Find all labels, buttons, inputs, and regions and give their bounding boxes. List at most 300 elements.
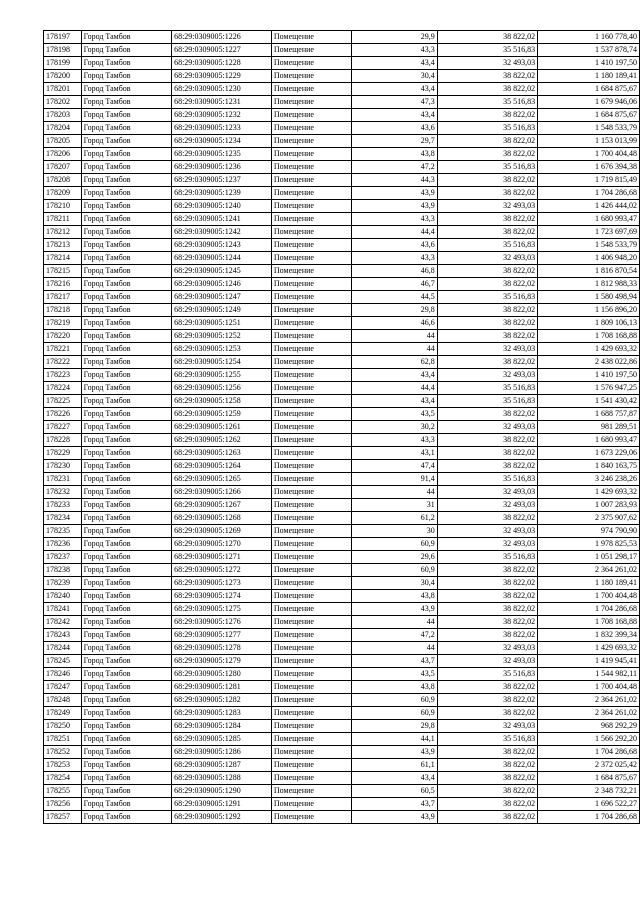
row-number-cell: 178206 <box>44 148 82 161</box>
data-table <box>43 30 640 824</box>
cadastral-number-cell: 68:29:0309005:1258 <box>172 395 272 408</box>
table-row <box>44 343 640 356</box>
area-cell: 44,5 <box>352 291 437 304</box>
cadastral-number-cell: 68:29:0309005:1259 <box>172 408 272 421</box>
city-cell: Город Тамбов <box>81 460 171 473</box>
object-type-cell: Помещение <box>271 421 352 434</box>
row-number-cell: 178237 <box>44 551 82 564</box>
price-per-sqm-cell: 35 516,83 <box>437 395 537 408</box>
cadastral-value-cell: 1 679 946,06 <box>538 96 640 109</box>
table-row <box>44 590 640 603</box>
object-type-cell: Помещение <box>271 473 352 486</box>
cadastral-value-cell: 1 537 878,74 <box>538 44 640 57</box>
cadastral-number-cell: 68:29:0309005:1226 <box>172 31 272 44</box>
cadastral-number-cell: 68:29:0309005:1233 <box>172 122 272 135</box>
cadastral-number-cell: 68:29:0309005:1285 <box>172 733 272 746</box>
row-number-cell: 178214 <box>44 252 82 265</box>
area-cell: 43,4 <box>352 57 437 70</box>
area-cell: 44 <box>352 486 437 499</box>
table-row <box>44 772 640 785</box>
area-cell: 43,3 <box>352 44 437 57</box>
object-type-cell: Помещение <box>271 772 352 785</box>
cadastral-number-cell: 68:29:0309005:1261 <box>172 421 272 434</box>
cadastral-number-cell: 68:29:0309005:1279 <box>172 655 272 668</box>
city-cell: Город Тамбов <box>81 161 171 174</box>
row-number-cell: 178239 <box>44 577 82 590</box>
object-type-cell: Помещение <box>271 343 352 356</box>
row-number-cell: 178256 <box>44 798 82 811</box>
table-body <box>44 31 640 824</box>
cadastral-value-cell: 1 700 404,48 <box>538 681 640 694</box>
city-cell: Город Тамбов <box>81 239 171 252</box>
cadastral-value-cell: 3 246 238,26 <box>538 473 640 486</box>
cadastral-number-cell: 68:29:0309005:1231 <box>172 96 272 109</box>
price-per-sqm-cell: 35 516,83 <box>437 551 537 564</box>
cadastral-value-cell: 1 832 399,34 <box>538 629 640 642</box>
row-number-cell: 178251 <box>44 733 82 746</box>
cadastral-value-cell: 1 704 286,68 <box>538 187 640 200</box>
cadastral-value-cell: 1 410 197,50 <box>538 57 640 70</box>
price-per-sqm-cell: 38 822,02 <box>437 681 537 694</box>
cadastral-value-cell: 1 566 292,20 <box>538 733 640 746</box>
object-type-cell: Помещение <box>271 317 352 330</box>
row-number-cell: 178208 <box>44 174 82 187</box>
table-row <box>44 460 640 473</box>
price-per-sqm-cell: 38 822,02 <box>437 31 537 44</box>
area-cell: 43,8 <box>352 590 437 603</box>
row-number-cell: 178223 <box>44 369 82 382</box>
cadastral-number-cell: 68:29:0309005:1291 <box>172 798 272 811</box>
city-cell: Город Тамбов <box>81 473 171 486</box>
row-number-cell: 178219 <box>44 317 82 330</box>
cadastral-value-cell: 1 680 993,47 <box>538 213 640 226</box>
area-cell: 43,4 <box>352 369 437 382</box>
city-cell: Город Тамбов <box>81 213 171 226</box>
price-per-sqm-cell: 38 822,02 <box>437 564 537 577</box>
area-cell: 60,9 <box>352 564 437 577</box>
cadastral-number-cell: 68:29:0309005:1270 <box>172 538 272 551</box>
city-cell: Город Тамбов <box>81 694 171 707</box>
price-per-sqm-cell: 32 493,03 <box>437 369 537 382</box>
city-cell: Город Тамбов <box>81 148 171 161</box>
cadastral-number-cell: 68:29:0309005:1253 <box>172 343 272 356</box>
object-type-cell: Помещение <box>271 252 352 265</box>
cadastral-value-cell: 1 051 298,17 <box>538 551 640 564</box>
area-cell: 30,4 <box>352 577 437 590</box>
row-number-cell: 178212 <box>44 226 82 239</box>
price-per-sqm-cell: 35 516,83 <box>437 239 537 252</box>
row-number-cell: 178211 <box>44 213 82 226</box>
cadastral-value-cell: 1 684 875,67 <box>538 83 640 96</box>
city-cell: Город Тамбов <box>81 382 171 395</box>
cadastral-value-cell: 1 153 013,99 <box>538 135 640 148</box>
cadastral-value-cell: 1 708 168,88 <box>538 616 640 629</box>
cadastral-value-cell: 1 429 693,32 <box>538 486 640 499</box>
object-type-cell: Помещение <box>271 525 352 538</box>
city-cell: Город Тамбов <box>81 291 171 304</box>
object-type-cell: Помещение <box>271 603 352 616</box>
cadastral-number-cell: 68:29:0309005:1232 <box>172 109 272 122</box>
area-cell: 43,6 <box>352 122 437 135</box>
city-cell: Город Тамбов <box>81 668 171 681</box>
object-type-cell: Помещение <box>271 148 352 161</box>
price-per-sqm-cell: 38 822,02 <box>437 590 537 603</box>
city-cell: Город Тамбов <box>81 122 171 135</box>
object-type-cell: Помещение <box>271 707 352 720</box>
cadastral-value-cell: 1 704 286,68 <box>538 603 640 616</box>
area-cell: 60,9 <box>352 694 437 707</box>
object-type-cell: Помещение <box>271 720 352 733</box>
area-cell: 43,7 <box>352 655 437 668</box>
table-row <box>44 213 640 226</box>
row-number-cell: 178200 <box>44 70 82 83</box>
table-row <box>44 434 640 447</box>
area-cell: 91,4 <box>352 473 437 486</box>
area-cell: 60,9 <box>352 538 437 551</box>
area-cell: 30,2 <box>352 421 437 434</box>
table-row <box>44 642 640 655</box>
cadastral-value-cell: 2 364 261,02 <box>538 707 640 720</box>
city-cell: Город Тамбов <box>81 57 171 70</box>
price-per-sqm-cell: 32 493,03 <box>437 57 537 70</box>
price-per-sqm-cell: 38 822,02 <box>437 109 537 122</box>
cadastral-number-cell: 68:29:0309005:1251 <box>172 317 272 330</box>
row-number-cell: 178235 <box>44 525 82 538</box>
price-per-sqm-cell: 38 822,02 <box>437 811 537 824</box>
row-number-cell: 178210 <box>44 200 82 213</box>
object-type-cell: Помещение <box>271 798 352 811</box>
cadastral-number-cell: 68:29:0309005:1271 <box>172 551 272 564</box>
cadastral-value-cell: 1 580 498,94 <box>538 291 640 304</box>
price-per-sqm-cell: 35 516,83 <box>437 473 537 486</box>
area-cell: 47,4 <box>352 460 437 473</box>
city-cell: Город Тамбов <box>81 174 171 187</box>
price-per-sqm-cell: 38 822,02 <box>437 213 537 226</box>
table-row <box>44 161 640 174</box>
row-number-cell: 178238 <box>44 564 82 577</box>
row-number-cell: 178247 <box>44 681 82 694</box>
cadastral-value-cell: 1 700 404,48 <box>538 148 640 161</box>
cadastral-number-cell: 68:29:0309005:1292 <box>172 811 272 824</box>
price-per-sqm-cell: 35 516,83 <box>437 44 537 57</box>
object-type-cell: Помещение <box>271 369 352 382</box>
row-number-cell: 178254 <box>44 772 82 785</box>
cadastral-number-cell: 68:29:0309005:1242 <box>172 226 272 239</box>
area-cell: 61,1 <box>352 759 437 772</box>
cadastral-number-cell: 68:29:0309005:1256 <box>172 382 272 395</box>
table-row <box>44 122 640 135</box>
area-cell: 43,6 <box>352 239 437 252</box>
price-per-sqm-cell: 32 493,03 <box>437 720 537 733</box>
row-number-cell: 178242 <box>44 616 82 629</box>
cadastral-number-cell: 68:29:0309005:1263 <box>172 447 272 460</box>
row-number-cell: 178225 <box>44 395 82 408</box>
city-cell: Город Тамбов <box>81 759 171 772</box>
city-cell: Город Тамбов <box>81 499 171 512</box>
cadastral-value-cell: 1 978 825,53 <box>538 538 640 551</box>
row-number-cell: 178231 <box>44 473 82 486</box>
price-per-sqm-cell: 38 822,02 <box>437 772 537 785</box>
row-number-cell: 178246 <box>44 668 82 681</box>
area-cell: 43,1 <box>352 447 437 460</box>
cadastral-number-cell: 68:29:0309005:1282 <box>172 694 272 707</box>
cadastral-number-cell: 68:29:0309005:1269 <box>172 525 272 538</box>
object-type-cell: Помещение <box>271 382 352 395</box>
area-cell: 30,4 <box>352 70 437 83</box>
price-per-sqm-cell: 38 822,02 <box>437 304 537 317</box>
cadastral-number-cell: 68:29:0309005:1278 <box>172 642 272 655</box>
cadastral-number-cell: 68:29:0309005:1262 <box>172 434 272 447</box>
cadastral-number-cell: 68:29:0309005:1252 <box>172 330 272 343</box>
area-cell: 29,7 <box>352 135 437 148</box>
area-cell: 44,1 <box>352 733 437 746</box>
area-cell: 43,8 <box>352 148 437 161</box>
table-row <box>44 70 640 83</box>
city-cell: Город Тамбов <box>81 317 171 330</box>
table-row <box>44 369 640 382</box>
area-cell: 44,4 <box>352 382 437 395</box>
cadastral-number-cell: 68:29:0309005:1265 <box>172 473 272 486</box>
object-type-cell: Помещение <box>271 577 352 590</box>
city-cell: Город Тамбов <box>81 642 171 655</box>
city-cell: Город Тамбов <box>81 655 171 668</box>
price-per-sqm-cell: 35 516,83 <box>437 382 537 395</box>
cadastral-value-cell: 981 289,51 <box>538 421 640 434</box>
row-number-cell: 178215 <box>44 265 82 278</box>
cadastral-number-cell: 68:29:0309005:1246 <box>172 278 272 291</box>
cadastral-number-cell: 68:29:0309005:1287 <box>172 759 272 772</box>
price-per-sqm-cell: 32 493,03 <box>437 200 537 213</box>
table-row <box>44 733 640 746</box>
row-number-cell: 178229 <box>44 447 82 460</box>
price-per-sqm-cell: 32 493,03 <box>437 538 537 551</box>
cadastral-number-cell: 68:29:0309005:1240 <box>172 200 272 213</box>
price-per-sqm-cell: 32 493,03 <box>437 343 537 356</box>
object-type-cell: Помещение <box>271 135 352 148</box>
object-type-cell: Помещение <box>271 616 352 629</box>
row-number-cell: 178205 <box>44 135 82 148</box>
cadastral-number-cell: 68:29:0309005:1239 <box>172 187 272 200</box>
cadastral-number-cell: 68:29:0309005:1273 <box>172 577 272 590</box>
city-cell: Город Тамбов <box>81 395 171 408</box>
table-row <box>44 148 640 161</box>
row-number-cell: 178233 <box>44 499 82 512</box>
price-per-sqm-cell: 32 493,03 <box>437 421 537 434</box>
cadastral-value-cell: 1 007 283,93 <box>538 499 640 512</box>
price-per-sqm-cell: 35 516,83 <box>437 733 537 746</box>
cadastral-number-cell: 68:29:0309005:1267 <box>172 499 272 512</box>
city-cell: Город Тамбов <box>81 200 171 213</box>
price-per-sqm-cell: 38 822,02 <box>437 83 537 96</box>
price-per-sqm-cell: 35 516,83 <box>437 291 537 304</box>
object-type-cell: Помещение <box>271 460 352 473</box>
cadastral-number-cell: 68:29:0309005:1284 <box>172 720 272 733</box>
table-row <box>44 330 640 343</box>
object-type-cell: Помещение <box>271 642 352 655</box>
city-cell: Город Тамбов <box>81 564 171 577</box>
city-cell: Город Тамбов <box>81 785 171 798</box>
table-row <box>44 31 640 44</box>
price-per-sqm-cell: 32 493,03 <box>437 486 537 499</box>
cadastral-value-cell: 1 684 875,67 <box>538 772 640 785</box>
city-cell: Город Тамбов <box>81 408 171 421</box>
area-cell: 43,9 <box>352 603 437 616</box>
cadastral-number-cell: 68:29:0309005:1255 <box>172 369 272 382</box>
city-cell: Город Тамбов <box>81 746 171 759</box>
object-type-cell: Помещение <box>271 31 352 44</box>
row-number-cell: 178245 <box>44 655 82 668</box>
cadastral-number-cell: 68:29:0309005:1275 <box>172 603 272 616</box>
cadastral-value-cell: 1 180 189,41 <box>538 70 640 83</box>
row-number-cell: 178217 <box>44 291 82 304</box>
area-cell: 43,9 <box>352 200 437 213</box>
table-row <box>44 278 640 291</box>
cadastral-value-cell: 1 410 197,50 <box>538 369 640 382</box>
cadastral-number-cell: 68:29:0309005:1288 <box>172 772 272 785</box>
area-cell: 43,4 <box>352 772 437 785</box>
city-cell: Город Тамбов <box>81 356 171 369</box>
cadastral-number-cell: 68:29:0309005:1244 <box>172 252 272 265</box>
cadastral-number-cell: 68:29:0309005:1235 <box>172 148 272 161</box>
row-number-cell: 178234 <box>44 512 82 525</box>
table-row <box>44 694 640 707</box>
object-type-cell: Помещение <box>271 83 352 96</box>
cadastral-number-cell: 68:29:0309005:1237 <box>172 174 272 187</box>
object-type-cell: Помещение <box>271 356 352 369</box>
cadastral-number-cell: 68:29:0309005:1247 <box>172 291 272 304</box>
cadastral-value-cell: 1 676 394,38 <box>538 161 640 174</box>
area-cell: 43,4 <box>352 83 437 96</box>
price-per-sqm-cell: 38 822,02 <box>437 447 537 460</box>
row-number-cell: 178240 <box>44 590 82 603</box>
price-per-sqm-cell: 38 822,02 <box>437 577 537 590</box>
cadastral-number-cell: 68:29:0309005:1230 <box>172 83 272 96</box>
cadastral-number-cell: 68:29:0309005:1266 <box>172 486 272 499</box>
row-number-cell: 178252 <box>44 746 82 759</box>
table-row <box>44 239 640 252</box>
object-type-cell: Помещение <box>271 694 352 707</box>
table-row <box>44 668 640 681</box>
cadastral-value-cell: 2 364 261,02 <box>538 694 640 707</box>
price-per-sqm-cell: 32 493,03 <box>437 499 537 512</box>
cadastral-number-cell: 68:29:0309005:1249 <box>172 304 272 317</box>
cadastral-value-cell: 1 704 286,68 <box>538 811 640 824</box>
object-type-cell: Помещение <box>271 408 352 421</box>
object-type-cell: Помещение <box>271 785 352 798</box>
area-cell: 60,5 <box>352 785 437 798</box>
area-cell: 47,2 <box>352 161 437 174</box>
city-cell: Город Тамбов <box>81 603 171 616</box>
object-type-cell: Помещение <box>271 161 352 174</box>
object-type-cell: Помещение <box>271 239 352 252</box>
row-number-cell: 178257 <box>44 811 82 824</box>
area-cell: 61,2 <box>352 512 437 525</box>
row-number-cell: 178255 <box>44 785 82 798</box>
price-per-sqm-cell: 38 822,02 <box>437 226 537 239</box>
table-row <box>44 174 640 187</box>
city-cell: Город Тамбов <box>81 330 171 343</box>
city-cell: Город Тамбов <box>81 421 171 434</box>
city-cell: Город Тамбов <box>81 434 171 447</box>
row-number-cell: 178228 <box>44 434 82 447</box>
city-cell: Город Тамбов <box>81 96 171 109</box>
table-row <box>44 720 640 733</box>
cadastral-value-cell: 1 160 778,40 <box>538 31 640 44</box>
area-cell: 46,6 <box>352 317 437 330</box>
object-type-cell: Помещение <box>271 226 352 239</box>
row-number-cell: 178243 <box>44 629 82 642</box>
cadastral-number-cell: 68:29:0309005:1276 <box>172 616 272 629</box>
area-cell: 44 <box>352 642 437 655</box>
row-number-cell: 178227 <box>44 421 82 434</box>
area-cell: 46,7 <box>352 278 437 291</box>
row-number-cell: 178221 <box>44 343 82 356</box>
area-cell: 43,4 <box>352 109 437 122</box>
object-type-cell: Помещение <box>271 486 352 499</box>
table-row <box>44 408 640 421</box>
price-per-sqm-cell: 38 822,02 <box>437 746 537 759</box>
price-per-sqm-cell: 32 493,03 <box>437 525 537 538</box>
cadastral-number-cell: 68:29:0309005:1272 <box>172 564 272 577</box>
city-cell: Город Тамбов <box>81 551 171 564</box>
table-row <box>44 200 640 213</box>
city-cell: Город Тамбов <box>81 447 171 460</box>
table-row <box>44 57 640 70</box>
table-row <box>44 785 640 798</box>
area-cell: 47,3 <box>352 96 437 109</box>
table-row <box>44 226 640 239</box>
cadastral-value-cell: 1 840 163,75 <box>538 460 640 473</box>
table-row <box>44 746 640 759</box>
city-cell: Город Тамбов <box>81 109 171 122</box>
row-number-cell: 178241 <box>44 603 82 616</box>
cadastral-value-cell: 1 419 945,41 <box>538 655 640 668</box>
city-cell: Город Тамбов <box>81 538 171 551</box>
table-row <box>44 83 640 96</box>
area-cell: 43,4 <box>352 395 437 408</box>
price-per-sqm-cell: 38 822,02 <box>437 460 537 473</box>
price-per-sqm-cell: 35 516,83 <box>437 122 537 135</box>
table-row <box>44 798 640 811</box>
city-cell: Город Тамбов <box>81 369 171 382</box>
cadastral-number-cell: 68:29:0309005:1229 <box>172 70 272 83</box>
table-row <box>44 759 640 772</box>
price-per-sqm-cell: 38 822,02 <box>437 759 537 772</box>
row-number-cell: 178248 <box>44 694 82 707</box>
city-cell: Город Тамбов <box>81 304 171 317</box>
price-per-sqm-cell: 38 822,02 <box>437 694 537 707</box>
cadastral-number-cell: 68:29:0309005:1227 <box>172 44 272 57</box>
table-row <box>44 512 640 525</box>
table-row <box>44 603 640 616</box>
cadastral-value-cell: 1 576 947,25 <box>538 382 640 395</box>
object-type-cell: Помещение <box>271 200 352 213</box>
price-per-sqm-cell: 35 516,83 <box>437 668 537 681</box>
object-type-cell: Помещение <box>271 174 352 187</box>
row-number-cell: 178197 <box>44 31 82 44</box>
row-number-cell: 178203 <box>44 109 82 122</box>
cadastral-value-cell: 1 406 948,20 <box>538 252 640 265</box>
price-per-sqm-cell: 32 493,03 <box>437 252 537 265</box>
area-cell: 43,3 <box>352 252 437 265</box>
city-cell: Город Тамбов <box>81 525 171 538</box>
cadastral-number-cell: 68:29:0309005:1290 <box>172 785 272 798</box>
city-cell: Город Тамбов <box>81 772 171 785</box>
cadastral-number-cell: 68:29:0309005:1283 <box>172 707 272 720</box>
object-type-cell: Помещение <box>271 538 352 551</box>
cadastral-value-cell: 1 673 229,06 <box>538 447 640 460</box>
area-cell: 43,7 <box>352 798 437 811</box>
